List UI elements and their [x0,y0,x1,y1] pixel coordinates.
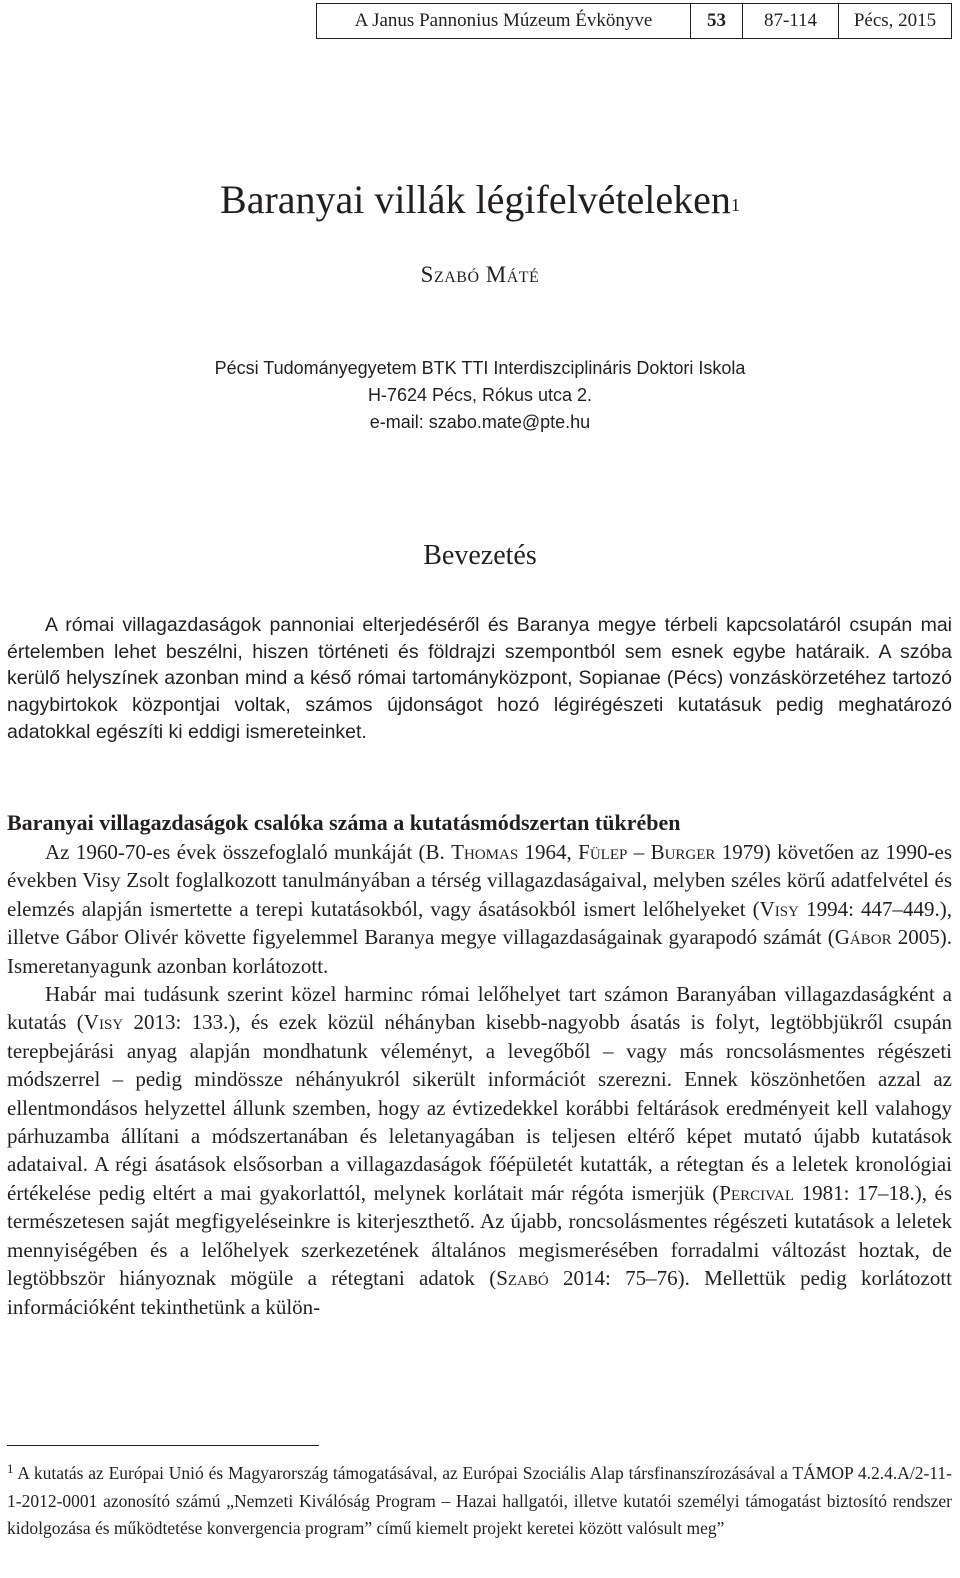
article-title [0,176,960,231]
footnote-text: A kutatás az Európai Unió és Magyarország támogatásával, az Európai Szociális Alap társfinanszírozásával a TÁMOP 4.2.4.A/2-11-1-2012-0001 azonosító számú „Nemzeti Kiválóság Program – Hazai hallgatói, illetve kutatói személyi támogatást biztosító rendszer kidolgozása és működtetése konvergencia program” című kiemelt projekt keretei között valósult meg” [7,1463,952,1538]
p2-text: 2014: 75–76). Mellettük pedig korlátozott információként tekinthetünk a külön- [7,1266,953,1319]
affiliation-address: H-7624 Pécs, Rókus utca 2. [367,385,593,405]
paragraph-2 [7,980,952,1321]
p1-text: 1979) követően az 1990-es években Visy Zsolt foglalkozott tanulmányában a térség villagazdaságaival, melyben széles körű adatfelvétel és elemzés alapján ismertette a terepi kutatásokból, vagy ásatásokból ismert lelőhelyeket ( [7,840,952,921]
title-footnote-mark[interactable]: 1 [730,195,740,215]
journal-name: A Janus Pannonius Múzeum Évkönyve [317,4,691,38]
paragraph-1 [7,838,952,980]
p2-author-ref: Percival [719,1180,795,1205]
abstract: A római villagazdaságok pannoniai elterjedéséről és Baranya megye térbeli kapcsolatáról csupán mai értelemben lehet beszélni, hiszen történeti és földrajzi szempontból sem esnek egybe határaik. A szóba kerülő helyszínek azonban mind a késő római tartományközpont, Sopianae (Pécs) vonzáskörzetéhez tartozó nagybirtokok központjai voltak, számos újdonságot hozó légirégészeti kutatásuk pedig meghatározó adatokkal egészíti ki eddigi ismereteinket. [7,614,952,743]
p2-author-ref: Visy [83,1010,124,1035]
journal-header [316,3,952,39]
p1-author-ref: Gábor [834,925,892,950]
p1-text: Az 1960-70-es évek összefoglaló munkáját (B. [45,840,452,864]
footnote-divider [7,1445,319,1446]
p1-text: 2005). Ismeretanyagunk azonban korlátozott. [7,925,952,978]
p2-text: Habár mai tudásunk szerint közel harminc római lelőhelyet tart számon Baranyában villagazdaságként a kutatás ( [7,982,952,1035]
footnote-mark: 1 [7,1461,14,1476]
p1-author-ref: Burger [650,840,716,864]
p2-text: 1981: 17–18.), és természetesen saját megfigyeléseinkre is kiterjeszthető. Az újabb, roncsolásmentes régészeti kutatások a leletek mennyiségében és a lelőhelyek szerkezetének általános megismerésében forradalmi változást hoztak, de legtöbbször hiányoznak mögüle a rétegtani adatok ( [7,1180,953,1291]
journal-place-year: Pécs, 2015 [853,10,937,31]
p2-text: 2013: 133.), és ezek közül néhányban kisebb-nagyobb ásatás is folyt, legtöbbjükről csupán terepbejárási anyag alapján mondhatunk véleményt, a levegőből – vagy más roncsolásmentes régészeti módszerrel – pedig mindössze néhányukról sikerült információt szerezni. Ennek köszönhetően azzal az ellentmondásos helyzettel állunk szemben, hogy az évtizedekkel korábbi feltárások eredményeit kell valahogy párhuzamba állítani a módszertanában és leletanyagában is teljesen eltérő képet mutató újabb kutatások adataival. A régi ásatások elsősorban a villagazdaságok főépületét kutatták, a rétegtan és a leletek kronológiai értékelése pedig eltért a mai gyakorlattól, melynek korlátait már régóta ismerjük ( [7,1010,952,1205]
p1-author-ref: Visy [759,896,799,921]
affiliation-email[interactable]: e-mail: szabo.mate@pte.hu [369,412,591,432]
affiliation [0,355,960,436]
affiliation-institution: Pécsi Tudományegyetem BTK TTI Interdiszciplináris Doktori Iskola [214,358,746,378]
body-text [7,838,952,1321]
p1-author-ref: Fülep [578,840,628,864]
journal-pages: 87-114 [743,4,839,38]
p1-text: 1994: 447–449.), illetve Gábor Olivér követte figyelemmel Baranya megye villagazdaságainak gyarapodó számát ( [7,896,953,950]
section-heading: Bevezetés [423,540,537,571]
p1-text: – [627,840,651,864]
footnote [7,1460,952,1542]
author-name: Szabó Máté [420,262,540,287]
subheading: Baranyai villagazdaságok csalóka száma a kutatásmódszertan tükrében [7,810,681,835]
p1-text: 1964, [518,840,579,864]
p2-author-ref: Szabó [496,1266,549,1291]
article-title-text: Baranyai villák légifelvételeken [220,177,731,222]
journal-volume: 53 [691,4,743,38]
p1-author-ref: Thomas [451,840,519,864]
